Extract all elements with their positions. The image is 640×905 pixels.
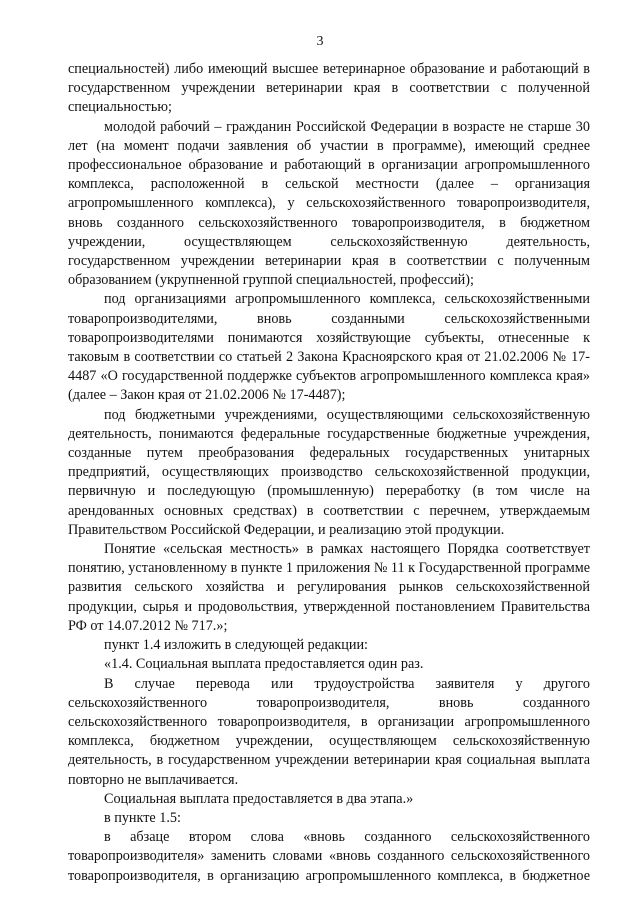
paragraph-4: под бюджетными учреждениями, осуществляющими сельскохозяйственную деятельность, понимаются федеральные государственные бюджетные учреждения, созданные путем преобразования федеральных государственных унитарных предприятий, осуществляющих производство сельскохозяйственной продукции, первичную и последующую (промышленную) переработку (в том числе на арендованных основных средствах) в соответствии с перечнем, утверждаемым Правительством Российской Федерации, и реализацию этой продукции.	[68, 406, 590, 538]
paragraph-3: под организациями агропромышленного комплекса, сельскохозяйственными товаропроизводителями, вновь созданными сельскохозяйственными товаропроизводителями понимаются хозяйствующие субъекты, отнесенные к таковым в соответствии со статьей 2 Закона Красноярского края от 21.02.2006 № 17-4487 «О государственной поддержке субъектов агропромышленного комплекса края» (далее – Закон края от 21.02.2006 № 17-4487);	[68, 291, 590, 404]
paragraph-1: специальностей) либо имеющий высшее ветеринарное образование и работающий в государственном учреждении ветеринарии края в соответствии с полученной специальностью;	[68, 61, 590, 116]
paragraph-2: молодой рабочий – гражданин Российской Федерации в возрасте не старше 30 лет (на момент подачи заявления об участии в программе), имеющий среднее профессиональное образование и работающий в организации агропромышленного комплекса, расположенной в сельской местности (далее – организация агропромышленного комплекса), у сельскохозяйственного товаропроизводителя, вновь созданного сельскохозяйственного товаропроизводителя, в бюджетном учреждении, осуществляющем сельскохозяйственную деятельность, государственном учреждении ветеринарии края в соответствии с полученным образованием (укрупненной группой специальностей, профессий);	[68, 118, 590, 289]
paragraph-9: Социальная выплата предоставляется в два этапа.»	[104, 790, 414, 807]
paragraph-7: «1.4. Социальная выплата предоставляется один раз.	[104, 656, 424, 673]
paragraph-11: в абзаце втором слова «вновь созданного сельскохозяйственного товаропроизводителя» заменить словами «вновь созданного сельскохозяйственного товаропроизводителя, в организацию агропромышленного комплекса, в бюджетное	[68, 829, 590, 884]
paragraph-6: пункт 1.4 изложить в следующей редакции:	[104, 637, 368, 654]
paragraph-10: в пункте 1.5:	[104, 809, 181, 826]
document-body	[68, 60, 590, 886]
paragraph-8: В случае перевода или трудоустройства заявителя у другого сельскохозяйственного товаропроизводителя, вновь созданного сельскохозяйственного товаропроизводителя, в организации агропромышленного комплекса, бюджетном учреждении, осуществляющем сельскохозяйственную деятельность, в государственном учреждении ветеринарии края социальная выплата повторно не выплачивается.	[68, 675, 590, 788]
page-number: 3	[316, 34, 324, 49]
paragraph-5: Понятие «сельская местность» в рамках настоящего Порядка соответствует понятию, установленному в пункте 1 приложения № 11 к Государственной программе развития сельского хозяйства и регулирования рынков сельскохозяйственной продукции, сырья и продовольствия, утвержденной постановлением Правительства РФ от 14.07.2012 № 717.»;	[68, 541, 590, 634]
